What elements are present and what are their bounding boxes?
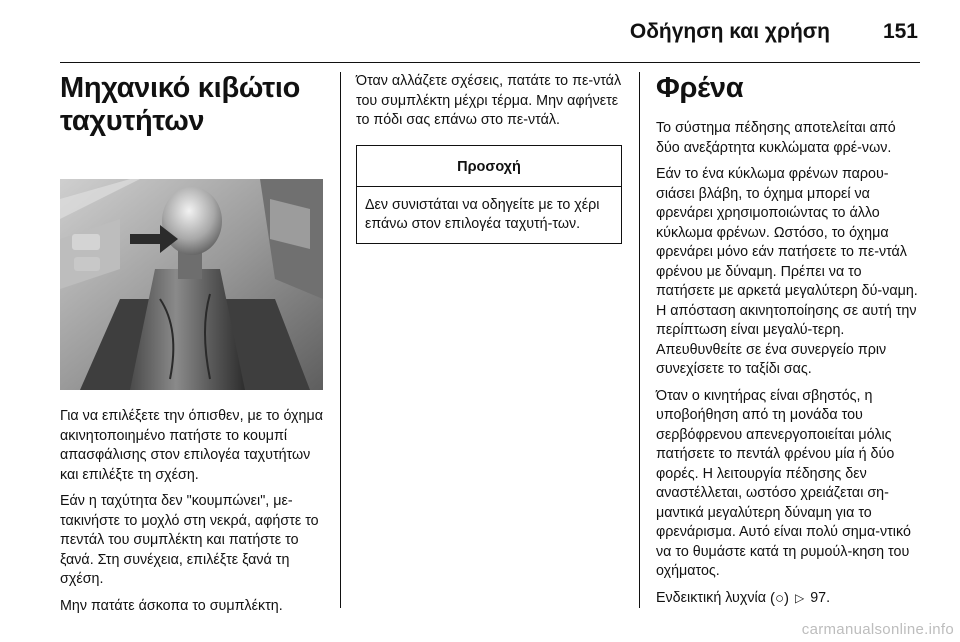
column-manual-transmission: [60, 72, 323, 623]
indicator-reference: [656, 589, 920, 609]
gear-lever-photo: [60, 179, 323, 390]
page-reference-arrow-icon: ▷: [795, 590, 805, 605]
paragraph-brake-circuits: Το σύστημα πέδησης αποτελείται από δύο ανεξάρτητα κυκλώματα φρέ-νων.: [656, 120, 896, 156]
brake-warning-icon: (○): [769, 589, 790, 607]
gear-lever-illustration: [60, 179, 323, 390]
column-clutch: [356, 72, 622, 244]
caution-body: [357, 187, 621, 243]
header-rule: [60, 62, 920, 63]
column-brakes: [656, 72, 920, 615]
paragraph-gear-not-engaging: Εάν η ταχύτητα δεν "κουμπώνει", με-τακινήστε το μοχλό στη νεκρά, αφήστε το πεντάλ του συμπλέκτη και πατήστε το ξανά. Στη συνέχεια, επιλέξτε ξανά τη σχέση.: [60, 493, 319, 587]
column-divider-2: [639, 72, 640, 608]
indicator-label: Ενδεικτική λυχνία: [656, 589, 766, 606]
paragraph-reverse-gear: Για να επιλέξετε την όπισθεν, με το όχημα ακινητοποιημένο πατήστε το κουμπί απασφάλισης στον επιλογέα ταχυτήτων και επιλέξτε τη σχέση.: [60, 408, 323, 483]
section-heading-brakes: Φρένα: [656, 72, 744, 104]
caution-title: Προσοχή: [357, 146, 621, 187]
paragraph-clutch-pedal: Όταν αλλάζετε σχέσεις, πατάτε το πε-ντάλ του συμπλέκτη μέχρι τέρμα. Μην αφήνετε το πόδι σας επάνω στο πε-ντάλ.: [356, 73, 622, 128]
indicator-page-link[interactable]: 97.: [810, 589, 831, 606]
caution-box: [356, 145, 622, 244]
paragraph-clutch-advice: Μην πατάτε άσκοπα το συμπλέκτη.: [60, 597, 283, 614]
paragraph-engine-off: Όταν ο κινητήρας είναι σβηστός, η υποβοήθηση από τη μονάδα του σερβόφρενου απενεργοποιείται μόλις πατήσετε το πεντάλ φρένου μία ή δύο φορές. Η λειτουργία πέδησης δεν αναστέλλεται, ωστόσο χρειάζεται ση-μαντικά μεγαλύτερη δύναμη για το φρενάρισμα. Αυτό είναι πολύ σημα-ντικό να το θυμάστε κατά τη ρυμούλ-κηση του οχήματος.: [656, 387, 911, 579]
paragraph-circuit-failure: Εάν το ένα κύκλωμα φρένων παρου-σιάσει βλάβη, το όχημα μπορεί να φρενάρει χρησιμοποιώντας το άλλο κύκλωμα φρένων. Ωστόσο, το όχημα φρενάρει μόνο εάν πατήσετε το πε-ντάλ φρένου με δύναμη. Πρέπει να το πατήσετε με αρκετά μεγαλύτερη δύ-ναμη. Η απόσταση ακινητοποίησης σε αυτή την περίπτωση είναι μεγαλύ-τερη. Απευθυνθείτε σε ένα συνεργείο πριν συνεχίσετε το ταξίδι σας.: [656, 166, 918, 377]
column-divider-1: [340, 72, 341, 608]
caution-text: Δεν συνιστάται να οδηγείτε με το χέρι επάνω στον επιλογέα ταχυτή-των.: [365, 196, 600, 232]
page-number: 151: [882, 20, 918, 43]
running-header-title: Οδήγηση και χρήση: [629, 20, 830, 43]
watermark: carmanualsonline.info: [801, 621, 954, 638]
section-heading-manual-transmission: Μηχανικό κιβώτιο ταχυτήτων: [60, 72, 301, 137]
